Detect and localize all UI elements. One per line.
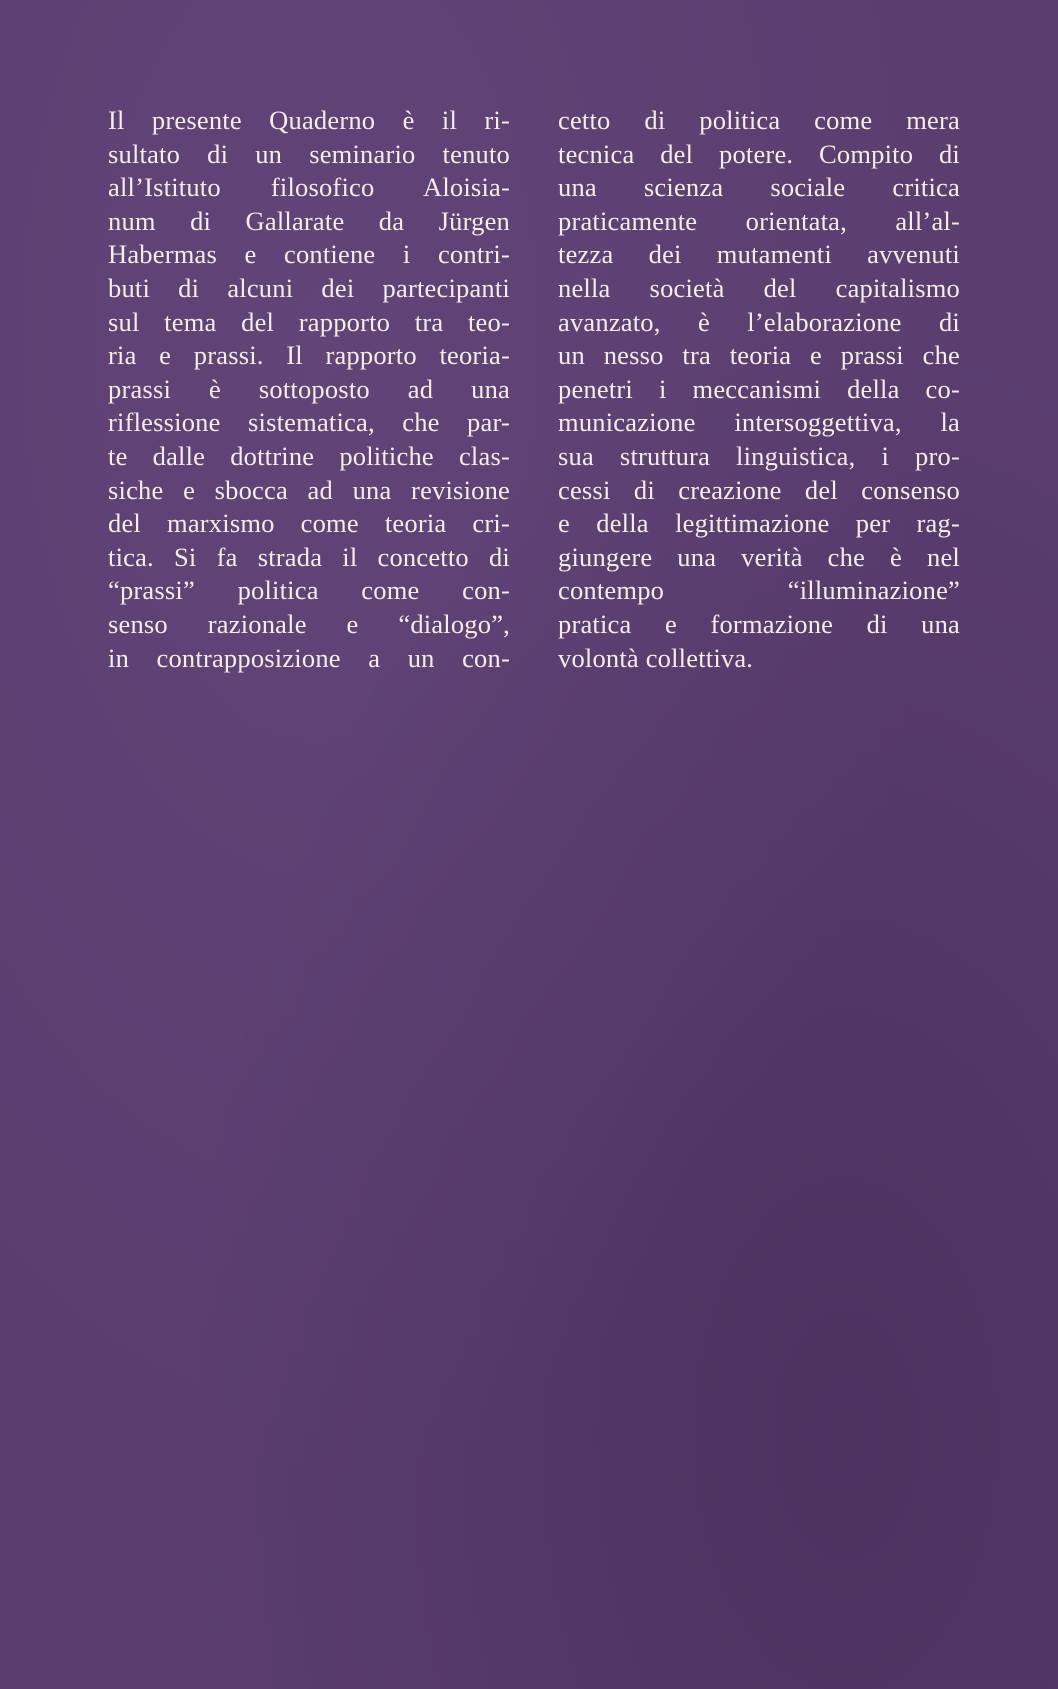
left-line-11: te dalle dottrine politiche clas- [108,440,510,471]
left-line-9: prassi è sottoposto ad una [108,373,510,404]
right-line-1: cetto di politica come mera [558,105,960,135]
blurb-columns [108,104,960,675]
left-line-8: ria e prassi. Il rapporto teoria- [108,340,510,371]
right-line-14: giungere una verità che è nel [558,541,960,572]
right-line-10: municazione intersoggettiva, la [558,407,960,438]
right-line-2: tecnica del potere. Compito di [558,138,960,169]
left-line-6: buti di alcuni dei partecipanti [108,272,510,303]
right-line-6: nella società del capitalismo [558,272,960,303]
left-line-10: riflessione sistematica, che par- [108,407,510,438]
left-line-4: num di Gallarate da Jürgen [108,205,510,236]
right-line-9: penetri i meccanismi della co- [558,373,960,404]
left-column [108,104,510,675]
left-line-1: Il presente Quaderno è il ri- [108,105,510,135]
right-column [558,104,960,675]
left-line-12: siche e sbocca ad una revisione [108,474,510,505]
right-line-13: e della legittimazione per rag- [558,508,960,539]
left-line-15: “prassi” politica come con- [108,575,510,606]
right-line-16: pratica e formazione di una [558,608,960,639]
right-line-15: contempo “illuminazione” [558,575,960,606]
right-line-7: avanzato, è l’elaborazione di [558,306,960,337]
left-line-7: sul tema del rapporto tra teo- [108,306,510,337]
right-line-12: cessi di creazione del consenso [558,474,960,505]
right-line-4: praticamente orientata, all’al- [558,205,960,236]
left-line-14: tica. Si fa strada il concetto di [108,541,510,572]
right-line-5: tezza dei mutamenti avvenuti [558,239,960,270]
left-line-2: sultato di un seminario tenuto [108,138,510,169]
right-line-11: sua struttura linguistica, i pro- [558,440,960,471]
left-line-13: del marxismo come teoria cri- [108,508,510,539]
right-line-17: volontà collettiva. [558,642,754,673]
left-line-17: in contrapposizione a un con- [108,642,510,673]
right-line-3: una scienza sociale critica [558,172,960,203]
left-line-5: Habermas e contiene i contri- [108,239,510,270]
left-line-16: senso razionale e “dialogo”, [108,608,510,639]
left-line-3: all’Istituto filosofico Aloisia- [108,172,510,203]
right-line-8: un nesso tra teoria e prassi che [558,340,960,371]
